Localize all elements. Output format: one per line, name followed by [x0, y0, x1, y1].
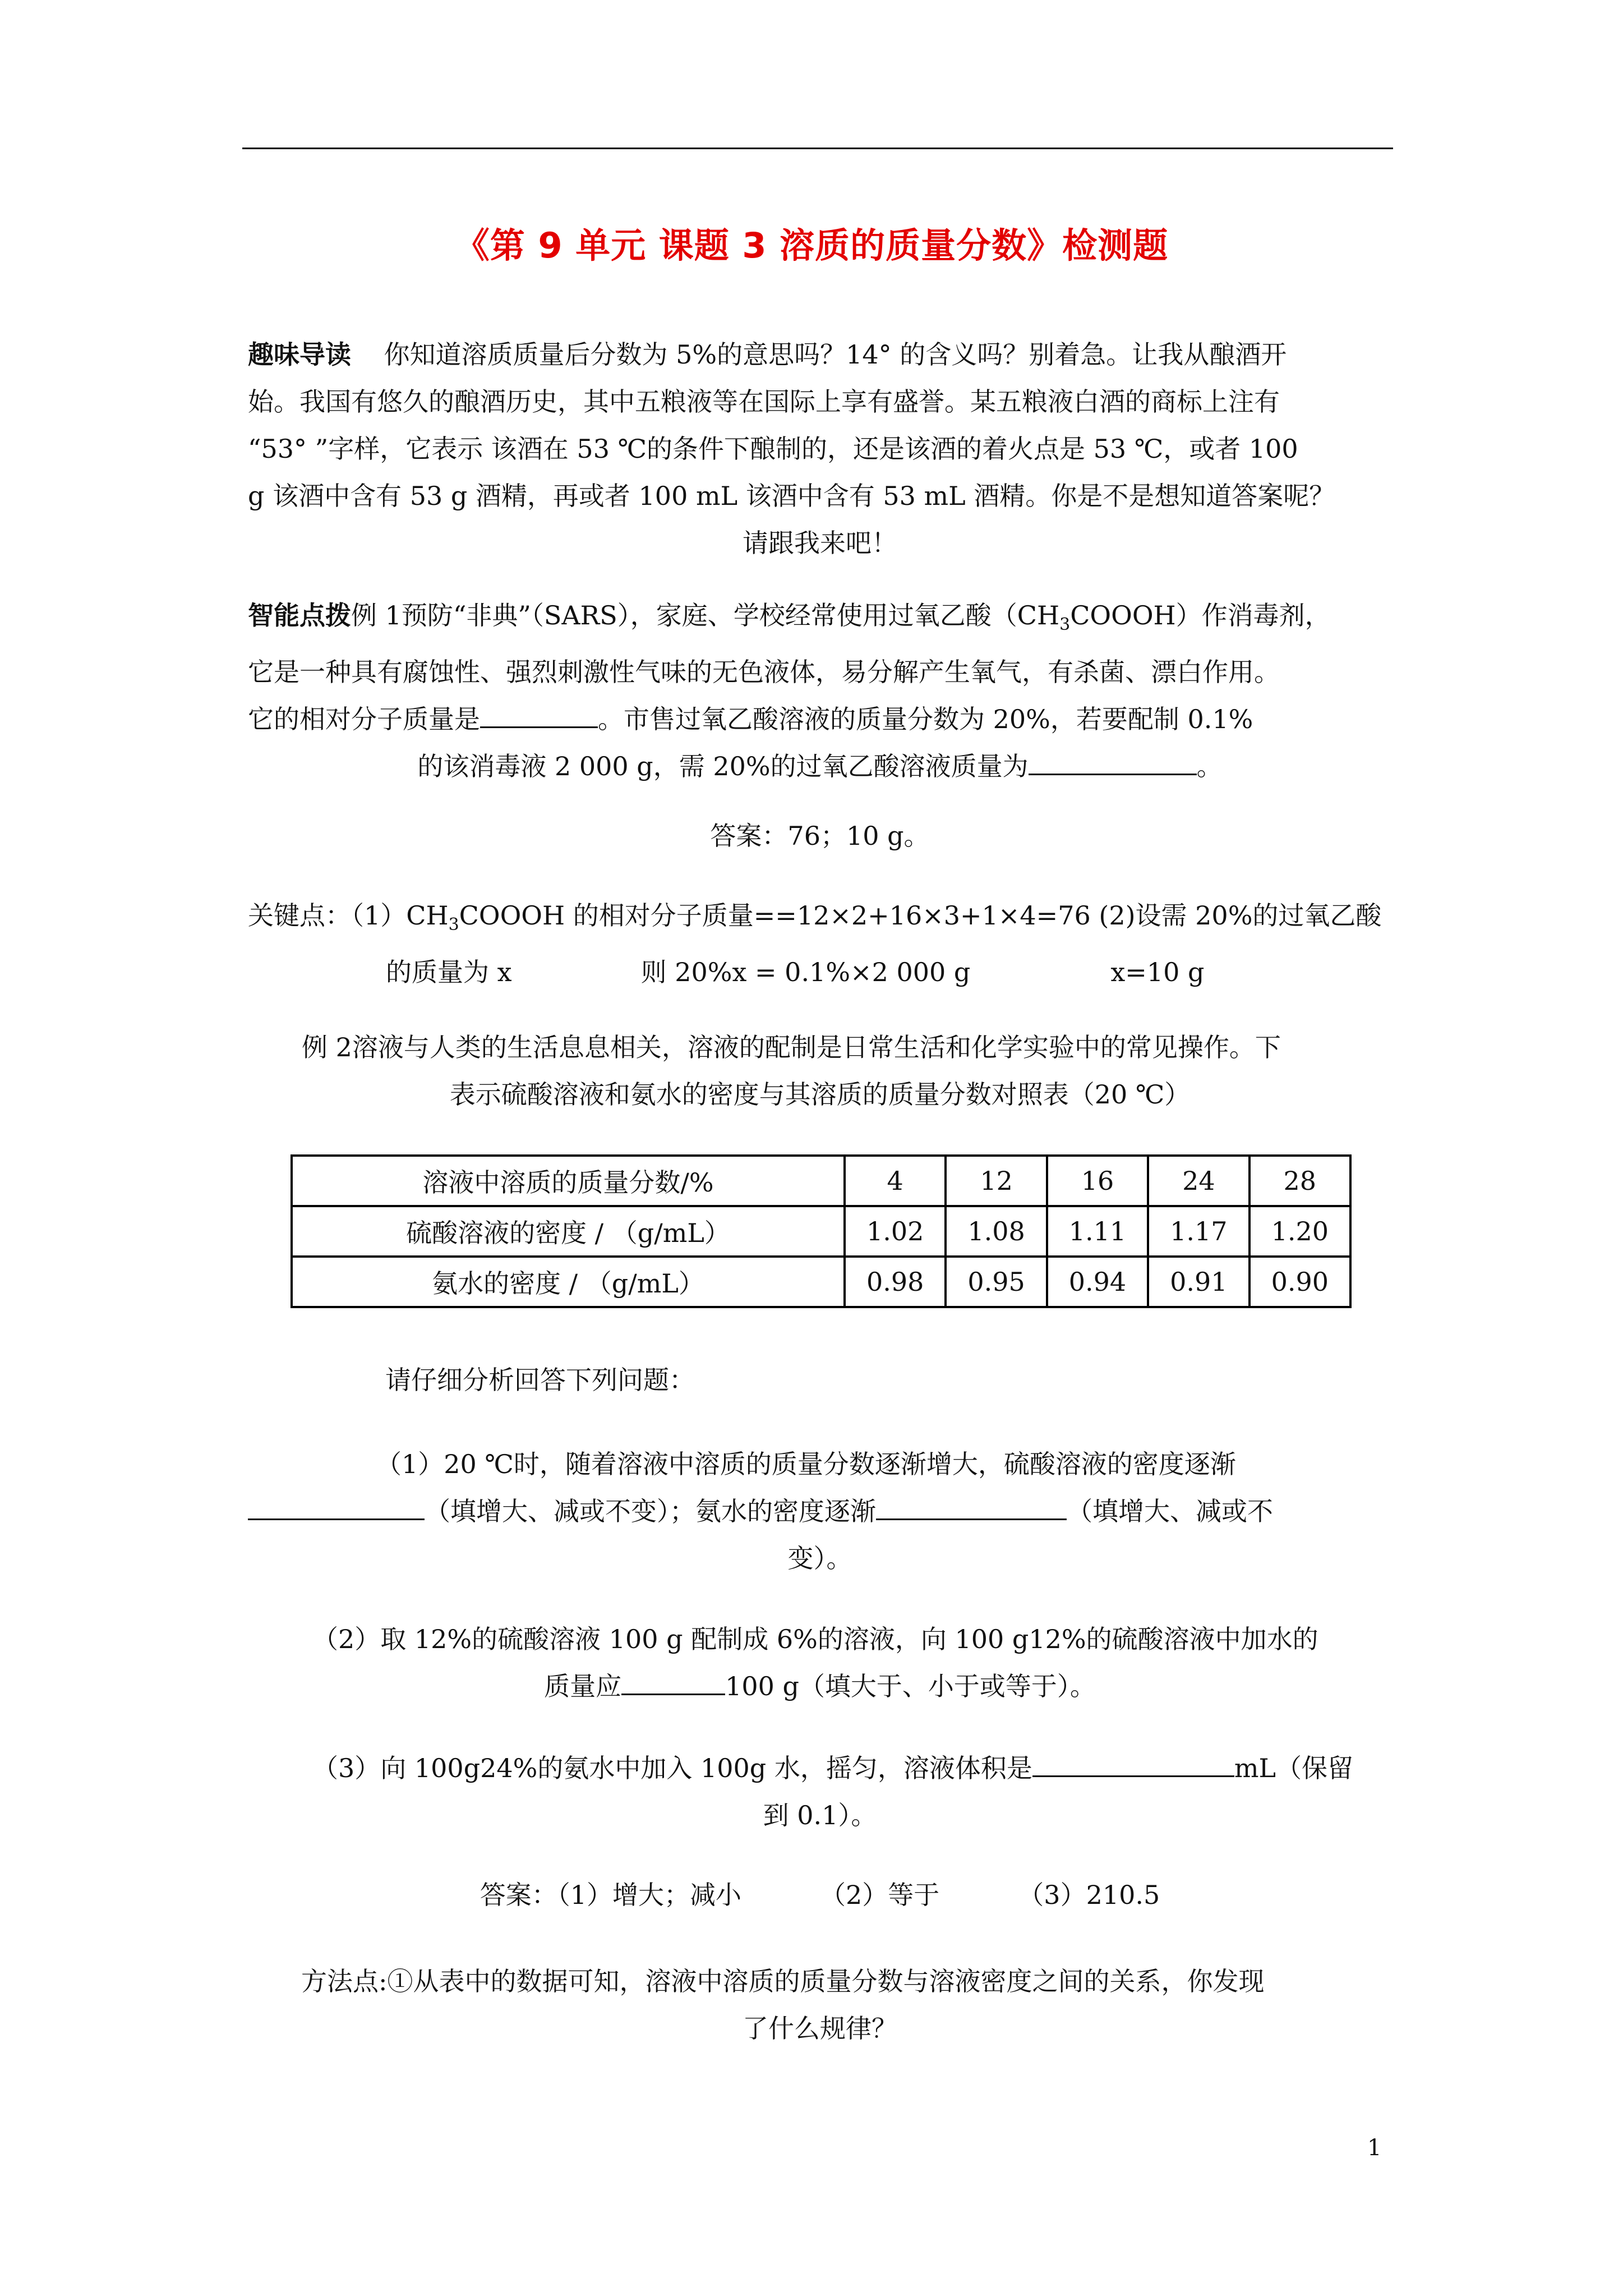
- example2-paragraph: [248, 1024, 1392, 1118]
- keypoint-text: 的质量为 x: [386, 957, 512, 988]
- question-text: （填增大、减或不: [1067, 1496, 1273, 1526]
- keypoint-text: 则 20%x = 0.1%×2 000 g: [640, 957, 971, 988]
- table-cell: 0.91: [1148, 1257, 1249, 1307]
- example1-text: 。市售过氧乙酸溶液的质量分数为 20%，若要配制 0.1%: [598, 704, 1253, 735]
- question-2: [248, 1616, 1392, 1710]
- page-title: 《第 9 单元 课题 3 溶质的质量分数》检测题: [454, 225, 1169, 266]
- table-cell: 1.20: [1249, 1206, 1350, 1257]
- question-text: （1）20 ℃时，随着溶液中溶质的质量分数逐渐增大，硫酸溶液的密度逐渐: [376, 1449, 1236, 1479]
- answer-blank[interactable]: [876, 1489, 1067, 1520]
- table-cell: 0.94: [1047, 1257, 1148, 1307]
- question-text: 变）。: [787, 1543, 852, 1573]
- table-cell: 1.11: [1047, 1206, 1148, 1257]
- table-cell: 1.08: [946, 1206, 1046, 1257]
- example1-label: 智能点拨: [248, 600, 351, 631]
- table-row-header: 硫酸溶液的密度 / （g/mL）: [292, 1206, 845, 1257]
- question-text: （填增大、减或不变）；氨水的密度逐渐: [425, 1496, 876, 1526]
- table-cell: 12: [946, 1156, 1046, 1206]
- answer-blank[interactable]: [480, 697, 598, 728]
- answer-blank[interactable]: [1029, 744, 1197, 775]
- density-table: [291, 1154, 1352, 1308]
- intro-line: “53° ”字样，它表示 该酒在 53 ℃的条件下酿制的，还是该酒的着火点是 53 ℃，或者 100: [248, 434, 1298, 464]
- example1-text: 例 1预防“非典”（SARS），家庭、学校经常使用过氧乙酸（CH: [351, 600, 1060, 631]
- subscript: 3: [1059, 615, 1071, 635]
- example2-text: 表示硫酸溶液和氨水的密度与其溶质的质量分数对照表（20 ℃）: [449, 1079, 1191, 1110]
- table-row: [292, 1257, 1350, 1307]
- intro-line: g 该酒中含有 53 g 酒精，再或者 100 mL 该酒中含有 53 mL 酒精。你是不是想知道答案呢？: [248, 481, 1335, 511]
- keypoint-text: 关键点：（1）CH: [248, 900, 449, 931]
- answer-text: （2）等于: [820, 1880, 940, 1910]
- table-cell: 1.17: [1148, 1206, 1249, 1257]
- keypoint-paragraph: [248, 892, 1392, 996]
- question-text: 到 0.1）。: [763, 1800, 877, 1830]
- example1-paragraph: [248, 592, 1392, 790]
- example1-text: 的该消毒液 2 000 g，需 20%的过氧乙酸溶液质量为: [417, 751, 1029, 782]
- intro-line: 始。我国有悠久的酿酒历史，其中五粮液等在国际上享有盛誉。某五粮液白酒的商标上注有: [248, 386, 1280, 417]
- header-rule: [242, 148, 1393, 149]
- keypoint-text: COOOH 的相对分子质量==12×2+16×3+1×4=76 (2)设需 20%的过氧乙酸: [459, 900, 1382, 931]
- answer-blank[interactable]: [1032, 1746, 1234, 1777]
- table-row-header: 氨水的密度 / （g/mL）: [292, 1257, 845, 1307]
- table-cell: 0.98: [845, 1257, 946, 1307]
- table-cell: 16: [1047, 1156, 1148, 1206]
- table-cell: 0.95: [946, 1257, 1046, 1307]
- answer-blank[interactable]: [248, 1489, 425, 1520]
- subscript: 3: [448, 915, 459, 935]
- example1-text: 它是一种具有腐蚀性、强烈刺激性气味的无色液体，易分解产生氧气，有杀菌、漂白作用。: [248, 657, 1280, 688]
- question-text: （3）向 100g24%的氨水中加入 100g 水，摇匀，溶液体积是: [312, 1753, 1032, 1783]
- method-paragraph: [248, 1958, 1392, 2052]
- table-row: [292, 1156, 1350, 1206]
- intro-label: 趣味导读: [248, 339, 351, 370]
- question-text: 100 g（填大于、小于或等于）。: [725, 1671, 1096, 1701]
- example1-text: 。: [1196, 751, 1223, 782]
- table-cell: 1.02: [845, 1206, 946, 1257]
- intro-line: 请跟我来吧！: [743, 528, 897, 558]
- questions-prompt: 请仔细分析回答下列问题：: [385, 1365, 695, 1395]
- question-text: 质量应: [544, 1671, 622, 1701]
- example2-text: 例 2溶液与人类的生活息息相关，溶液的配制是日常生活和化学实验中的常见操作。下: [302, 1032, 1281, 1062]
- example1-answer: 答案：76；10 g。: [710, 821, 930, 851]
- question-text: （2）取 12%的硫酸溶液 100 g 配制成 6%的溶液，向 100 g12%的硫酸溶液中加水的: [312, 1624, 1318, 1654]
- answer-text: （3）210.5: [1018, 1880, 1160, 1910]
- table-row: [292, 1206, 1350, 1257]
- page-number: 1: [1367, 2135, 1382, 2161]
- answer-blank[interactable]: [621, 1664, 725, 1695]
- method-text: 了什么规律？: [743, 2013, 897, 2044]
- intro-line: 你知道溶质质量后分数为 5%的意思吗？14° 的含义吗？别着急。让我从酿酒开: [384, 339, 1287, 370]
- table-cell: 4: [845, 1156, 946, 1206]
- answer-text: 答案：（1）增大；减小: [479, 1880, 742, 1910]
- table-cell: 24: [1148, 1156, 1249, 1206]
- table-cell: 0.90: [1249, 1257, 1350, 1307]
- keypoint-text: x=10 g: [1110, 957, 1205, 988]
- example1-text: COOOH）作消毒剂，: [1070, 600, 1331, 631]
- question-3: [248, 1745, 1392, 1839]
- method-text: 方法点:①从表中的数据可知，溶液中溶质的质量分数与溶液密度之间的关系，你发现: [301, 1966, 1265, 1996]
- example2-answer: [248, 1871, 1392, 1918]
- question-1: [248, 1441, 1392, 1582]
- question-text: mL（保留: [1234, 1753, 1354, 1783]
- table-row-header: 溶液中溶质的质量分数/%: [292, 1156, 845, 1206]
- example1-text: 它的相对分子质量是: [248, 704, 480, 735]
- table-cell: 28: [1249, 1156, 1350, 1206]
- intro-paragraph: [248, 331, 1392, 567]
